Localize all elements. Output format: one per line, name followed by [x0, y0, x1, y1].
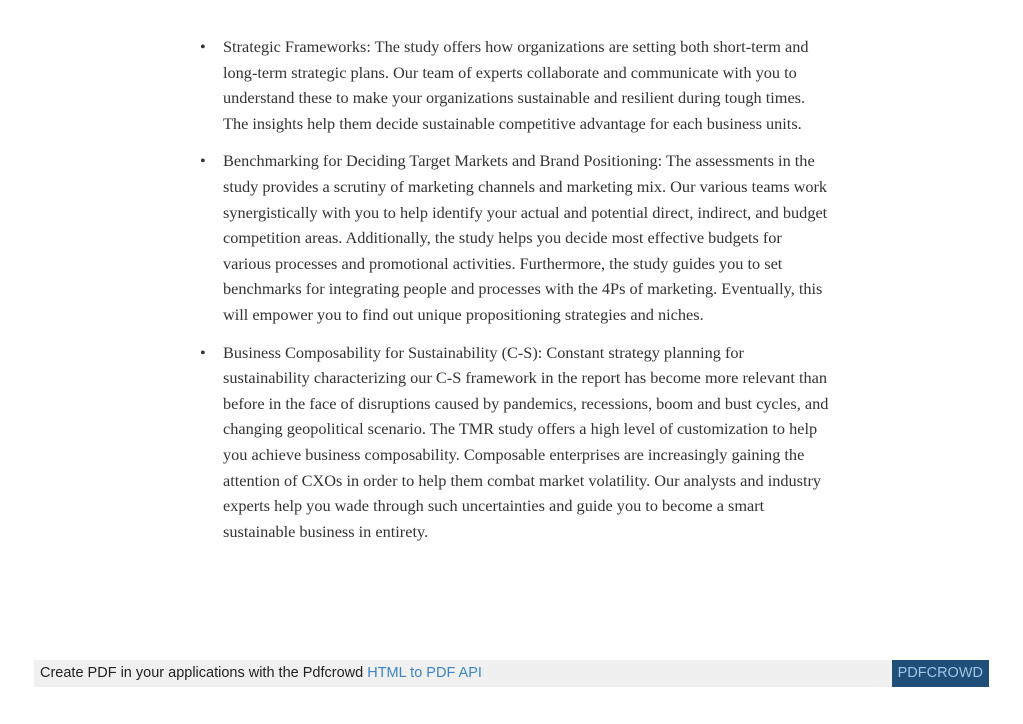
pdfcrowd-brand-button[interactable]: PDFCROWD	[892, 660, 989, 687]
bullet-icon: •	[200, 342, 206, 362]
list-item-business-composability	[200, 340, 830, 545]
bullet-icon: •	[200, 37, 206, 56]
list-item-text: Business Composability for Sustainability (C-S): Constant strategy planning for sustainability characterizing our C-S framework in the report has become more relevant than before in the face of disruptions caused by pandemics, recessions, boom and bust cycles, and changing geopolitical scenario. The TMR study offers a high level of customization to help you achieve business composability. Composable enterprises are increasingly gaining the attention of CXOs in order to help them combat market volatility. Our analysts and industry experts help you wade through such uncertainties and guide you to become a smart sustainable business in entirety.	[223, 342, 829, 541]
document-body	[200, 34, 830, 556]
list-item-strategic-frameworks	[200, 34, 830, 136]
list-item-benchmarking	[200, 148, 830, 327]
list-item-text: Benchmarking for Deciding Target Markets and Brand Positioning: The assessments in the study provides a scrutiny of marketing channels and marketing mix. Our various teams work synergistically with you to help identify your actual and potential direct, indirect, and budget competition areas. Additionally, the study helps you decide most effective budgets for various processes and promotional activities. Furthermore, the study guides you to set benchmarks for integrating people and processes with the 4Ps of marketing. Eventually, this will empower you to find out unique propositioning strategies and niches.	[223, 151, 828, 324]
pdfcrowd-footer-bar	[34, 660, 989, 687]
bullet-list	[200, 34, 830, 544]
html-to-pdf-api-link[interactable]: HTML to PDF API	[367, 665, 482, 681]
footer-note-text: Create PDF in your applications with the Pdfcrowd	[40, 665, 368, 681]
footer-note	[40, 665, 482, 681]
bullet-icon: •	[200, 151, 206, 171]
list-item-text: Strategic Frameworks: The study offers how organizations are setting both short-term and long-term strategic plans. Our team of experts collaborate and communicate with you to understand these to make your organizations sustainable and resilient during tough times. The insights help them decide sustainable competitive advantage for each business units.	[223, 37, 809, 133]
